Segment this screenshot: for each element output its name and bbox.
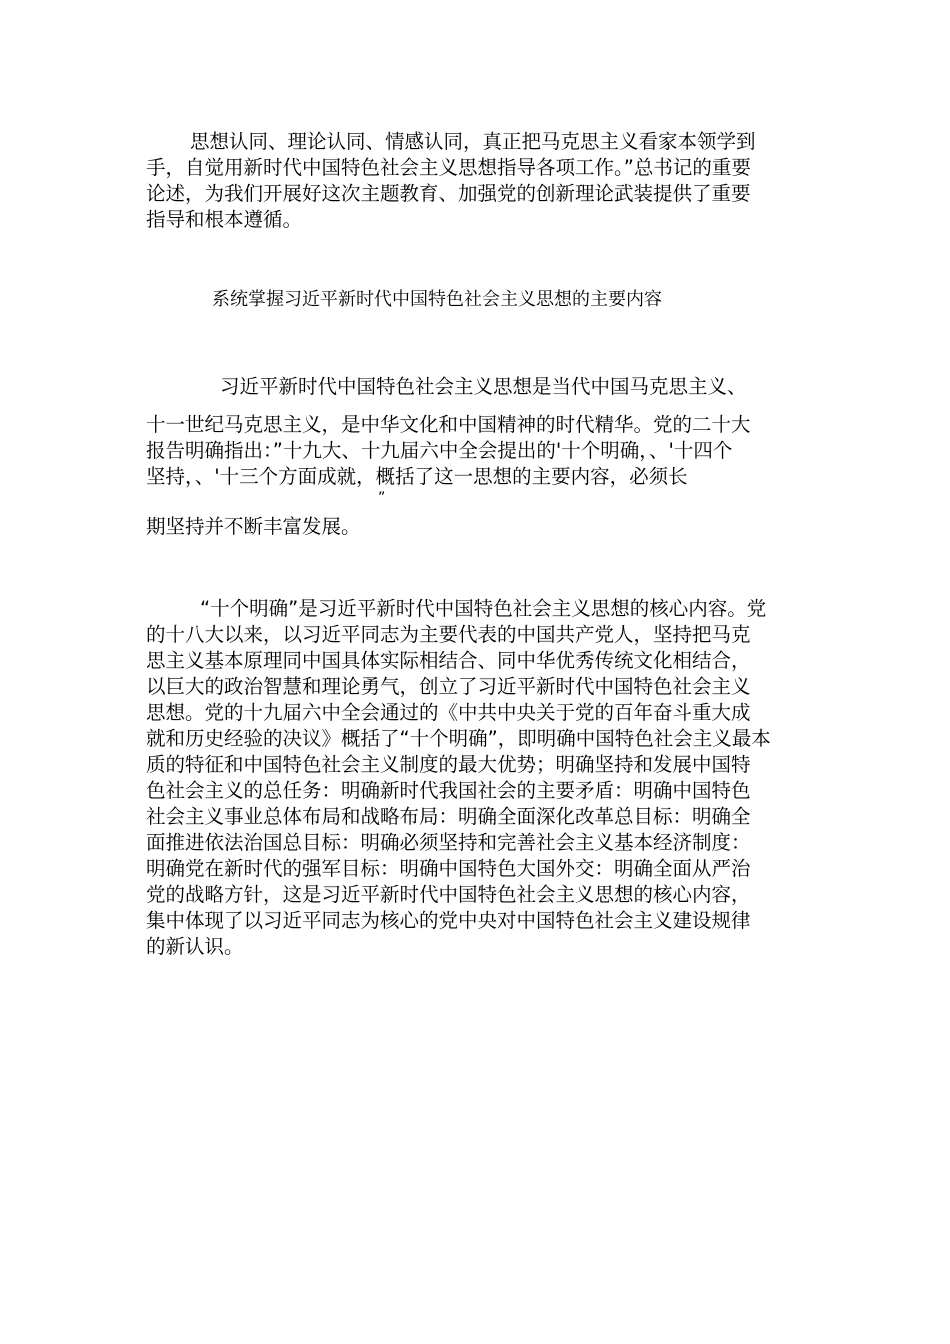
section-heading: 系统掌握习近平新时代中国特色社会主义思想的主要内容	[212, 289, 662, 310]
paragraph-line: 坚持，、'十三个方面成就，概括了这一思想的主要内容，必须长	[146, 465, 688, 488]
paragraph-line: 思主义基本原理同中国具体实际相结合、同中华优秀传统文化相结合，	[146, 649, 751, 672]
paragraph-line: “十个明确”是习近平新时代中国特色社会主义思想的核心内容。党	[200, 597, 767, 620]
paragraph-line: 党的战略方针，这是习近平新时代中国特色社会主义思想的核心内容，	[146, 883, 751, 906]
paragraph-line: 面推进依法治国总目标：明确必须坚持和完善社会主义基本经济制度：	[146, 831, 751, 854]
paragraph-line: 就和历史经验的决议》概括了“十个明确”，即明确中国特色社会主义最本	[146, 727, 771, 750]
paragraph-line: 论述，为我们开展好这次主题教育、加强党的创新理论武装提供了重要	[146, 182, 751, 205]
stray-quote-mark: ”	[378, 490, 386, 506]
paragraph-line: 的十八大以来，以习近平同志为主要代表的中国共产党人，坚持把马克	[146, 623, 751, 646]
paragraph-line: 明确党在新时代的强军目标：明确中国特色大国外交：明确全面从严治	[146, 857, 751, 880]
paragraph-line: 色社会主义的总任务：明确新时代我国社会的主要矛盾：明确中国特色	[146, 779, 751, 802]
paragraph-line: 质的特征和中国特色社会主义制度的最大优势；明确坚持和发展中国特	[146, 753, 751, 776]
paragraph-line: 社会主义事业总体布局和战略布局：明确全面深化改革总目标：明确全	[146, 805, 751, 828]
paragraph-line: 报告明确指出：”十九大、十九届六中全会提出的'十个明确，、'十四个	[146, 439, 733, 462]
paragraph-line: 以巨大的政治智慧和理论勇气，创立了习近平新时代中国特色社会主义	[146, 675, 751, 698]
paragraph-line: 指导和根本遵循。	[146, 208, 303, 231]
paragraph-line: 思想。党的十九届六中全会通过的《中共中央关于党的百年奋斗重大成	[146, 701, 751, 724]
paragraph-line: 期坚持并不断丰富发展。	[146, 515, 361, 538]
paragraph-line: 手，自觉用新时代中国特色社会主义思想指导各项工作。”总书记的重要	[146, 156, 751, 179]
paragraph-line: 习近平新时代中国特色社会主义思想是当代中国马克思主义、	[220, 375, 747, 398]
paragraph-line: 集中体现了以习近平同志为核心的党中央对中国特色社会主义建设规律	[146, 909, 751, 932]
paragraph-line: 十一世纪马克思主义，是中华文化和中国精神的时代精华。党的二十大	[146, 413, 751, 436]
paragraph-line: 的新认识。	[146, 935, 244, 958]
paragraph-line: 思想认同、理论认同、情感认同，真正把马克思主义看家本领学到	[190, 130, 756, 153]
